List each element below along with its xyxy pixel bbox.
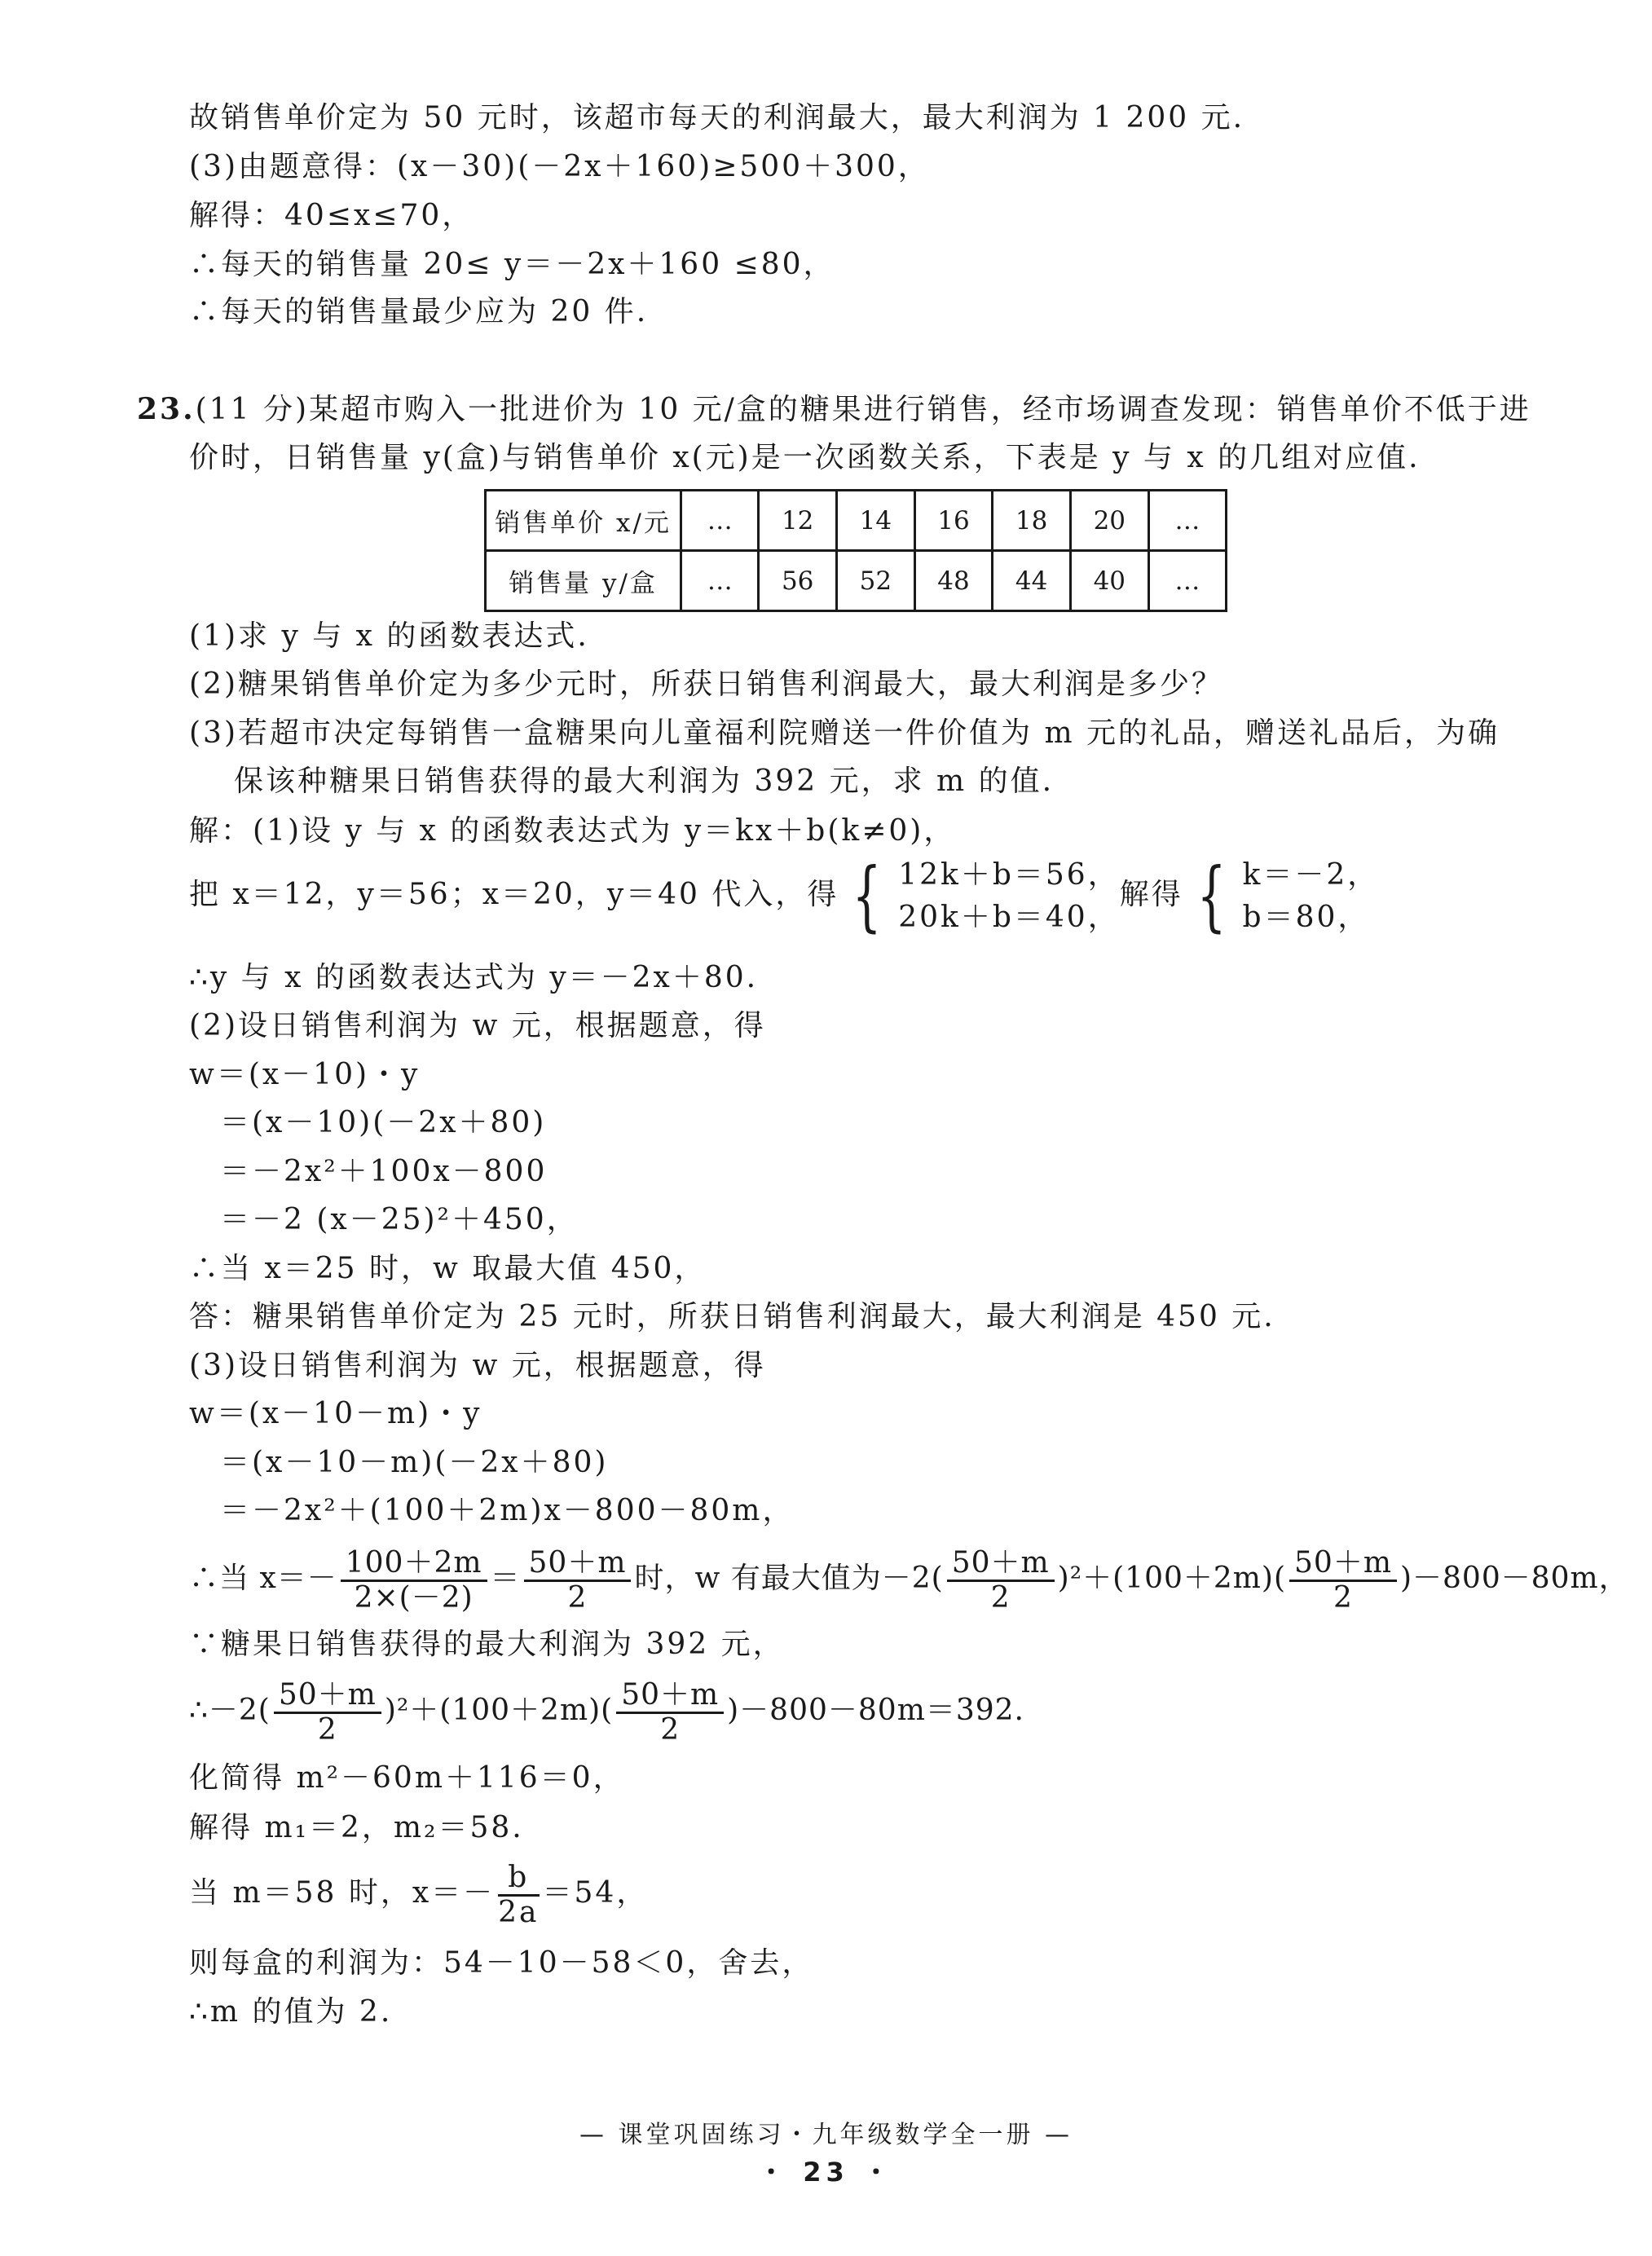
table-cell: 52 — [837, 551, 915, 611]
solve-label: 解得 — [1119, 878, 1183, 911]
solution-line-17 — [189, 1677, 1024, 1747]
value-table — [484, 489, 1227, 612]
solution-line-13: ＝(x－10－m)(－2x＋80) — [220, 1446, 609, 1479]
equation-prefix: ∴－2( — [189, 1694, 271, 1727]
solution-line-14: ＝－2x²＋(100＋2m)x－800－80m， — [220, 1494, 795, 1527]
fraction — [341, 1547, 487, 1615]
numerator: 100＋2m — [341, 1547, 487, 1582]
equals: ＝ — [490, 1562, 521, 1595]
prev-solution-line-1: 故销售单价定为 50 元时，该超市每天的利润最大，最大利润为 1 200 元. — [189, 101, 1245, 134]
substitution-result: ＝54， — [542, 1876, 649, 1910]
solution-line-15 — [189, 1545, 1629, 1615]
prev-solution-line-3: 解得：40≤x≤70， — [189, 199, 474, 232]
fraction — [498, 1862, 539, 1929]
solution-line-5: w＝(x－10)・y — [189, 1058, 421, 1091]
solution-b: b＝80， — [1242, 901, 1370, 934]
solution-line-1: 解：(1)设 y 与 x 的函数表达式为 y＝kx＋b(k≠0)， — [189, 814, 956, 848]
denominator: 2×(－2) — [354, 1580, 474, 1615]
denominator: 2 — [317, 1712, 337, 1747]
vertex-prefix: ∴当 x＝－ — [189, 1562, 337, 1595]
table-header-price: 销售单价 x/元 — [486, 491, 681, 551]
solution-line-3: ∴y 与 x 的函数表达式为 y＝－2x＋80. — [189, 961, 759, 994]
table-cell: 44 — [993, 551, 1071, 611]
solution-line-21: 则每盒的利润为：54－10－58＜0，舍去， — [189, 1946, 814, 1980]
expression-end: )－800－80m， — [1399, 1562, 1629, 1595]
solution-line-8: ＝－2 (x－25)²＋450， — [220, 1203, 579, 1236]
table-cell: 48 — [914, 551, 993, 611]
solution-line-6: ＝(x－10)(－2x＋80) — [220, 1106, 547, 1139]
footer-title: — 课堂巩固练习・九年级数学全一册 — — [579, 2121, 1073, 2149]
table-cell: 14 — [837, 491, 915, 551]
equation-2: 20k＋b＝40， — [898, 901, 1120, 934]
denominator: 2 — [990, 1580, 1011, 1615]
problem-line-1 — [137, 389, 1531, 430]
solution-line-11: (3)设日销售利润为 w 元，根据题意，得 — [189, 1349, 766, 1382]
question-3-line-1: (3)若超市决定每销售一盒糖果向儿童福利院赠送一件价值为 m 元的礼品，赠送礼品后，为确 — [189, 716, 1500, 750]
denominator: 2 — [1333, 1580, 1353, 1615]
prev-solution-line-5: ∴每天的销售量最少应为 20 件. — [189, 295, 649, 328]
problem-text-1: (11 分)某超市购入一批进价为 10 元/盒的糖果进行销售，经市场调查发现：销售单价不低于进 — [195, 393, 1531, 426]
fraction — [947, 1547, 1055, 1615]
numerator: b — [498, 1862, 539, 1897]
solution-line-4: (2)设日销售利润为 w 元，根据题意，得 — [189, 1009, 766, 1042]
solution-line-9: ∴当 x＝25 时，w 取最大值 450， — [189, 1252, 707, 1285]
solution-substitution: 把 x＝12，y＝56；x＝20，y＝40 代入，得 — [189, 878, 839, 911]
denominator: 2 — [567, 1580, 588, 1615]
table-cell: 12 — [759, 491, 837, 551]
table-cell: 20 — [1070, 491, 1148, 551]
table-row — [486, 491, 1227, 551]
numerator: 50＋m — [616, 1679, 724, 1714]
problem-text-2: 价时，日销售量 y(盒)与销售单价 x(元)是一次函数关系，下表是 y 与 x 的几组对应值. — [189, 441, 1421, 474]
solution-line-12: w＝(x－10－m)・y — [189, 1397, 482, 1430]
question-1: (1)求 y 与 x 的函数表达式. — [189, 619, 589, 653]
denominator: 2 — [660, 1712, 681, 1747]
table-cell: … — [681, 491, 759, 551]
solution-line-10: 答：糖果销售单价定为 25 元时，所获日销售利润最大，最大利润是 450 元. — [189, 1300, 1275, 1333]
solution-k: k＝－2， — [1242, 858, 1380, 892]
numerator: 50＋m — [1289, 1547, 1397, 1582]
fraction — [524, 1547, 632, 1615]
numerator: 50＋m — [947, 1547, 1055, 1582]
equation-system — [898, 854, 1119, 939]
page-number: ・ 23 ・ — [758, 2157, 894, 2188]
fraction — [1289, 1547, 1397, 1615]
prev-solution-line-4: ∴每天的销售量 20≤ y＝－2x＋160 ≤80， — [189, 248, 835, 281]
solution-line-2 — [189, 854, 1379, 939]
table-row — [486, 551, 1227, 611]
table-cell: 16 — [914, 491, 993, 551]
max-value-text: 时，w 有最大值为－2( — [634, 1562, 944, 1595]
table-cell: 40 — [1070, 551, 1148, 611]
solution-line-18: 化简得 m²－60m＋116＝0， — [189, 1761, 625, 1795]
substitution-prefix: 当 m＝58 时，x＝－ — [189, 1876, 496, 1910]
solution-line-19: 解得 m₁＝2，m₂＝58. — [189, 1811, 524, 1844]
table-cell: 18 — [993, 491, 1071, 551]
fraction — [616, 1679, 724, 1747]
table-cell: 56 — [759, 551, 837, 611]
numerator: 50＋m — [274, 1679, 381, 1714]
table-cell: … — [1148, 491, 1226, 551]
solution-line-16: ∵糖果日销售获得的最大利润为 392 元， — [189, 1628, 785, 1661]
solution-line-22: ∴m 的值为 2. — [189, 1995, 393, 2029]
table-cell: … — [1148, 551, 1226, 611]
numerator: 50＋m — [524, 1547, 632, 1582]
solution-line-20 — [189, 1860, 648, 1929]
question-3-line-2: 保该种糖果日销售获得的最大利润为 392 元，求 m 的值. — [234, 764, 1055, 798]
equation-end: )－800－80m＝392. — [727, 1694, 1025, 1727]
left-brace-icon: { — [852, 852, 883, 941]
table-header-quantity: 销售量 y/盒 — [486, 551, 681, 611]
expression-middle: )²＋(100＋2m)( — [1057, 1562, 1287, 1595]
table-cell: … — [681, 551, 759, 611]
prev-solution-line-2: (3)由题意得：(x－30)(－2x＋160)≥500＋300， — [189, 150, 930, 183]
fraction — [274, 1679, 381, 1747]
problem-number: 23. — [137, 392, 196, 426]
denominator: 2a — [498, 1895, 540, 1929]
left-brace-icon: { — [1196, 852, 1227, 941]
equation-1: 12k＋b＝56， — [898, 858, 1120, 892]
solution-system — [1243, 854, 1380, 939]
question-2: (2)糖果销售单价定为多少元时，所获日销售利润最大，最大利润是多少？ — [189, 668, 1223, 701]
solution-line-7: ＝－2x²＋100x－800 — [220, 1155, 548, 1188]
equation-middle: )²＋(100＋2m)( — [384, 1694, 614, 1727]
